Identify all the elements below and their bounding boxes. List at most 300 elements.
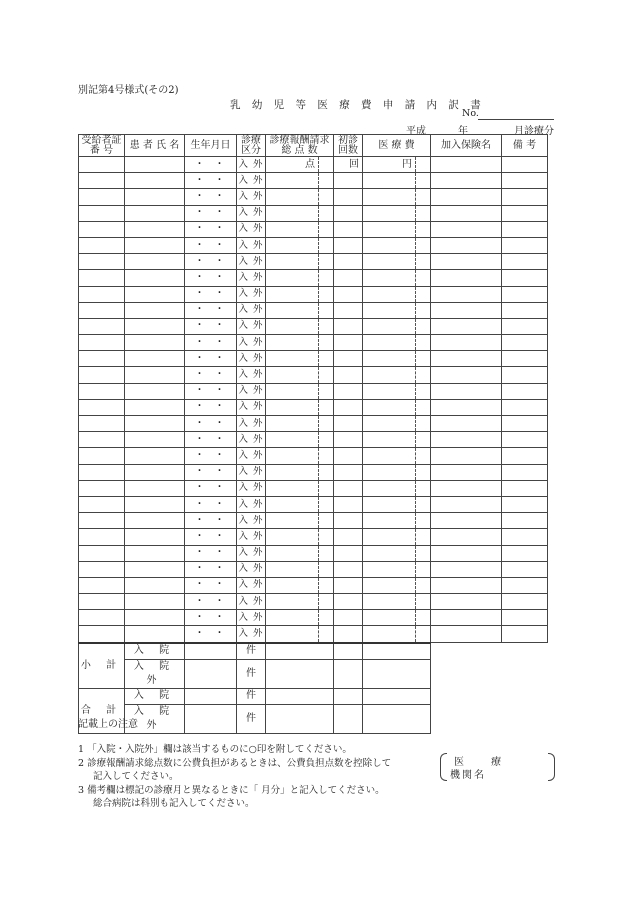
medical-fee-decimal-cell[interactable] — [416, 513, 431, 529]
insurance-name-cell[interactable] — [431, 237, 502, 253]
total-points-cell[interactable] — [266, 254, 319, 270]
total-points-decimal-cell[interactable] — [319, 448, 334, 464]
remarks-cell[interactable] — [502, 254, 548, 270]
care-category-cell[interactable]: 入 外 — [237, 480, 266, 496]
date-of-birth-cell[interactable]: ・・ — [185, 399, 237, 415]
patient-name-cell[interactable] — [125, 399, 185, 415]
patient-name-cell[interactable] — [125, 302, 185, 318]
remarks-cell[interactable] — [502, 157, 548, 173]
initial-visits-cell[interactable] — [334, 270, 363, 286]
insurance-name-cell[interactable] — [431, 286, 502, 302]
date-of-birth-cell[interactable]: ・・ — [185, 254, 237, 270]
medical-fee-decimal-cell[interactable] — [416, 157, 431, 173]
patient-name-cell[interactable] — [125, 270, 185, 286]
date-of-birth-cell[interactable]: ・・ — [185, 173, 237, 189]
date-of-birth-cell[interactable]: ・・ — [185, 237, 237, 253]
patient-name-cell[interactable] — [125, 610, 185, 626]
total-points-cell[interactable] — [266, 383, 319, 399]
initial-visits-cell[interactable] — [334, 626, 363, 643]
initial-visits-cell[interactable] — [334, 302, 363, 318]
recipient-number-cell[interactable] — [79, 367, 125, 383]
medical-fee-cell[interactable] — [363, 480, 416, 496]
total-points-decimal-cell[interactable] — [319, 545, 334, 561]
date-of-birth-cell[interactable]: ・・ — [185, 626, 237, 643]
insurance-name-cell[interactable] — [431, 205, 502, 221]
care-category-cell[interactable]: 入 外 — [237, 367, 266, 383]
recipient-number-cell[interactable] — [79, 594, 125, 610]
recipient-number-cell[interactable] — [79, 529, 125, 545]
insurance-name-cell[interactable] — [431, 594, 502, 610]
date-of-birth-cell[interactable]: ・・ — [185, 416, 237, 432]
date-of-birth-cell[interactable]: ・・ — [185, 270, 237, 286]
total-points-cell[interactable] — [266, 189, 319, 205]
total-points-cell[interactable] — [266, 318, 319, 334]
insurance-name-cell[interactable] — [431, 254, 502, 270]
medical-fee-decimal-cell[interactable] — [416, 594, 431, 610]
remarks-cell[interactable] — [502, 173, 548, 189]
subtotal-visits-cell[interactable] — [334, 643, 363, 660]
initial-visits-cell[interactable] — [334, 545, 363, 561]
total-points-cell[interactable] — [266, 416, 319, 432]
care-category-cell[interactable]: 入 外 — [237, 577, 266, 593]
care-category-cell[interactable]: 入 外 — [237, 399, 266, 415]
recipient-number-cell[interactable] — [79, 464, 125, 480]
total-points-decimal-cell[interactable] — [319, 626, 334, 643]
subtotal-count-cell[interactable]: 件 — [237, 659, 266, 688]
medical-fee-cell[interactable] — [363, 416, 416, 432]
medical-fee-cell[interactable] — [363, 448, 416, 464]
care-category-cell[interactable]: 入 外 — [237, 318, 266, 334]
total-points-cell[interactable] — [266, 399, 319, 415]
care-category-cell[interactable]: 入 外 — [237, 157, 266, 173]
care-category-cell[interactable]: 入 外 — [237, 351, 266, 367]
total-points-decimal-cell[interactable] — [319, 432, 334, 448]
grand-total-fee-cell[interactable] — [363, 688, 431, 704]
medical-fee-cell[interactable] — [363, 464, 416, 480]
medical-fee-decimal-cell[interactable] — [416, 270, 431, 286]
remarks-cell[interactable] — [502, 416, 548, 432]
patient-name-cell[interactable] — [125, 318, 185, 334]
care-category-cell[interactable]: 入 外 — [237, 286, 266, 302]
total-points-cell[interactable] — [266, 367, 319, 383]
care-category-cell[interactable]: 入 外 — [237, 383, 266, 399]
total-points-decimal-cell[interactable] — [319, 237, 334, 253]
recipient-number-cell[interactable] — [79, 448, 125, 464]
medical-fee-cell[interactable] — [363, 383, 416, 399]
remarks-cell[interactable] — [502, 351, 548, 367]
care-category-cell[interactable]: 入 外 — [237, 529, 266, 545]
number-field-line[interactable] — [478, 119, 554, 120]
medical-fee-cell[interactable] — [363, 513, 416, 529]
insurance-name-cell[interactable] — [431, 480, 502, 496]
recipient-number-cell[interactable] — [79, 351, 125, 367]
remarks-cell[interactable] — [502, 205, 548, 221]
total-points-cell[interactable] — [266, 496, 319, 512]
date-of-birth-cell[interactable]: ・・ — [185, 367, 237, 383]
remarks-cell[interactable] — [502, 561, 548, 577]
medical-fee-decimal-cell[interactable] — [416, 448, 431, 464]
recipient-number-cell[interactable] — [79, 173, 125, 189]
remarks-cell[interactable] — [502, 270, 548, 286]
recipient-number-cell[interactable] — [79, 157, 125, 173]
total-points-decimal-cell[interactable] — [319, 416, 334, 432]
initial-visits-cell[interactable] — [334, 335, 363, 351]
total-points-decimal-cell[interactable] — [319, 577, 334, 593]
patient-name-cell[interactable] — [125, 221, 185, 237]
date-of-birth-cell[interactable]: ・・ — [185, 286, 237, 302]
total-points-cell[interactable] — [266, 545, 319, 561]
medical-fee-decimal-cell[interactable] — [416, 302, 431, 318]
insurance-name-cell[interactable] — [431, 529, 502, 545]
remarks-cell[interactable] — [502, 221, 548, 237]
care-category-cell[interactable]: 入 外 — [237, 545, 266, 561]
medical-fee-decimal-cell[interactable] — [416, 480, 431, 496]
initial-visits-cell[interactable] — [334, 464, 363, 480]
subtotal-count-cell[interactable]: 件 — [237, 643, 266, 660]
total-points-decimal-cell[interactable] — [319, 335, 334, 351]
patient-name-cell[interactable] — [125, 383, 185, 399]
total-points-cell[interactable] — [266, 270, 319, 286]
total-points-cell[interactable] — [266, 480, 319, 496]
remarks-cell[interactable] — [502, 335, 548, 351]
total-points-decimal-cell[interactable] — [319, 496, 334, 512]
insurance-name-cell[interactable] — [431, 626, 502, 643]
medical-fee-cell[interactable] — [363, 594, 416, 610]
medical-fee-cell[interactable] — [363, 545, 416, 561]
remarks-cell[interactable] — [502, 529, 548, 545]
subtotal-points-cell[interactable] — [266, 643, 334, 660]
initial-visits-cell[interactable] — [334, 496, 363, 512]
medical-fee-cell[interactable] — [363, 335, 416, 351]
total-points-decimal-cell[interactable] — [319, 367, 334, 383]
date-of-birth-cell[interactable]: ・・ — [185, 464, 237, 480]
total-points-decimal-cell[interactable] — [319, 513, 334, 529]
total-points-decimal-cell[interactable] — [319, 383, 334, 399]
total-points-decimal-cell[interactable] — [319, 610, 334, 626]
total-points-cell[interactable] — [266, 286, 319, 302]
medical-fee-cell[interactable] — [363, 221, 416, 237]
medical-fee-decimal-cell[interactable] — [416, 286, 431, 302]
medical-fee-cell[interactable] — [363, 189, 416, 205]
insurance-name-cell[interactable] — [431, 270, 502, 286]
total-points-cell[interactable] — [266, 237, 319, 253]
medical-fee-decimal-cell[interactable] — [416, 318, 431, 334]
total-points-decimal-cell[interactable] — [319, 480, 334, 496]
total-points-decimal-cell[interactable] — [319, 464, 334, 480]
total-points-decimal-cell[interactable] — [319, 561, 334, 577]
total-points-decimal-cell[interactable] — [319, 173, 334, 189]
medical-fee-cell[interactable] — [363, 351, 416, 367]
subtotal-fee-cell[interactable] — [363, 659, 431, 688]
recipient-number-cell[interactable] — [79, 416, 125, 432]
care-category-cell[interactable]: 入 外 — [237, 205, 266, 221]
patient-name-cell[interactable] — [125, 335, 185, 351]
date-of-birth-cell[interactable]: ・・ — [185, 157, 237, 173]
initial-visits-cell[interactable] — [334, 221, 363, 237]
care-category-cell[interactable]: 入 外 — [237, 496, 266, 512]
remarks-cell[interactable] — [502, 286, 548, 302]
medical-fee-cell[interactable]: 円 — [363, 157, 416, 173]
total-points-cell[interactable] — [266, 221, 319, 237]
patient-name-cell[interactable] — [125, 432, 185, 448]
recipient-number-cell[interactable] — [79, 254, 125, 270]
patient-name-cell[interactable] — [125, 351, 185, 367]
insurance-name-cell[interactable] — [431, 464, 502, 480]
initial-visits-cell[interactable] — [334, 254, 363, 270]
remarks-cell[interactable] — [502, 318, 548, 334]
total-points-decimal-cell[interactable] — [319, 318, 334, 334]
date-of-birth-cell[interactable]: ・・ — [185, 594, 237, 610]
initial-visits-cell[interactable]: 回 — [334, 157, 363, 173]
care-category-cell[interactable]: 入 外 — [237, 610, 266, 626]
recipient-number-cell[interactable] — [79, 383, 125, 399]
insurance-name-cell[interactable] — [431, 335, 502, 351]
care-category-cell[interactable]: 入 外 — [237, 626, 266, 643]
date-of-birth-cell[interactable]: ・・ — [185, 610, 237, 626]
total-points-cell[interactable] — [266, 173, 319, 189]
insurance-name-cell[interactable] — [431, 416, 502, 432]
insurance-name-cell[interactable] — [431, 545, 502, 561]
remarks-cell[interactable] — [502, 496, 548, 512]
total-points-cell[interactable] — [266, 205, 319, 221]
care-category-cell[interactable]: 入 外 — [237, 432, 266, 448]
total-points-decimal-cell[interactable] — [319, 221, 334, 237]
remarks-cell[interactable] — [502, 237, 548, 253]
date-of-birth-cell[interactable]: ・・ — [185, 561, 237, 577]
insurance-name-cell[interactable] — [431, 318, 502, 334]
medical-fee-decimal-cell[interactable] — [416, 432, 431, 448]
insurance-name-cell[interactable] — [431, 221, 502, 237]
care-category-cell[interactable]: 入 外 — [237, 416, 266, 432]
patient-name-cell[interactable] — [125, 513, 185, 529]
date-of-birth-cell[interactable]: ・・ — [185, 545, 237, 561]
medical-fee-cell[interactable] — [363, 237, 416, 253]
date-of-birth-cell[interactable]: ・・ — [185, 351, 237, 367]
patient-name-cell[interactable] — [125, 448, 185, 464]
date-of-birth-cell[interactable]: ・・ — [185, 189, 237, 205]
total-points-cell[interactable] — [266, 464, 319, 480]
initial-visits-cell[interactable] — [334, 189, 363, 205]
total-points-decimal-cell[interactable] — [319, 189, 334, 205]
medical-fee-decimal-cell[interactable] — [416, 626, 431, 643]
patient-name-cell[interactable] — [125, 416, 185, 432]
care-category-cell[interactable]: 入 外 — [237, 237, 266, 253]
medical-fee-cell[interactable] — [363, 286, 416, 302]
total-points-cell[interactable] — [266, 351, 319, 367]
total-points-cell[interactable] — [266, 610, 319, 626]
insurance-name-cell[interactable] — [431, 513, 502, 529]
recipient-number-cell[interactable] — [79, 318, 125, 334]
patient-name-cell[interactable] — [125, 205, 185, 221]
insurance-name-cell[interactable] — [431, 367, 502, 383]
total-points-cell[interactable] — [266, 302, 319, 318]
patient-name-cell[interactable] — [125, 594, 185, 610]
recipient-number-cell[interactable] — [79, 270, 125, 286]
patient-name-cell[interactable] — [125, 626, 185, 643]
remarks-cell[interactable] — [502, 189, 548, 205]
medical-fee-cell[interactable] — [363, 561, 416, 577]
total-points-cell[interactable] — [266, 513, 319, 529]
recipient-number-cell[interactable] — [79, 432, 125, 448]
initial-visits-cell[interactable] — [334, 448, 363, 464]
date-of-birth-cell[interactable]: ・・ — [185, 496, 237, 512]
total-points-cell[interactable] — [266, 448, 319, 464]
care-category-cell[interactable]: 入 外 — [237, 335, 266, 351]
care-category-cell[interactable]: 入 外 — [237, 594, 266, 610]
medical-fee-decimal-cell[interactable] — [416, 221, 431, 237]
total-points-cell[interactable] — [266, 432, 319, 448]
medical-fee-cell[interactable] — [363, 205, 416, 221]
subtotal-points-cell[interactable] — [266, 659, 334, 688]
insurance-name-cell[interactable] — [431, 351, 502, 367]
medical-fee-decimal-cell[interactable] — [416, 367, 431, 383]
recipient-number-cell[interactable] — [79, 496, 125, 512]
care-category-cell[interactable]: 入 外 — [237, 464, 266, 480]
medical-fee-cell[interactable] — [363, 367, 416, 383]
medical-fee-cell[interactable] — [363, 318, 416, 334]
recipient-number-cell[interactable] — [79, 399, 125, 415]
medical-fee-decimal-cell[interactable] — [416, 351, 431, 367]
total-points-decimal-cell[interactable] — [319, 399, 334, 415]
grand-total-visits-cell[interactable] — [334, 705, 363, 734]
recipient-number-cell[interactable] — [79, 610, 125, 626]
initial-visits-cell[interactable] — [334, 610, 363, 626]
insurance-name-cell[interactable] — [431, 432, 502, 448]
initial-visits-cell[interactable] — [334, 577, 363, 593]
remarks-cell[interactable] — [502, 399, 548, 415]
remarks-cell[interactable] — [502, 448, 548, 464]
remarks-cell[interactable] — [502, 545, 548, 561]
patient-name-cell[interactable] — [125, 237, 185, 253]
medical-fee-cell[interactable] — [363, 577, 416, 593]
date-of-birth-cell[interactable]: ・・ — [185, 577, 237, 593]
patient-name-cell[interactable] — [125, 480, 185, 496]
care-category-cell[interactable]: 入 外 — [237, 173, 266, 189]
medical-fee-decimal-cell[interactable] — [416, 254, 431, 270]
recipient-number-cell[interactable] — [79, 221, 125, 237]
medical-fee-decimal-cell[interactable] — [416, 464, 431, 480]
medical-institution-name-field[interactable] — [440, 753, 555, 781]
medical-fee-decimal-cell[interactable] — [416, 383, 431, 399]
total-points-decimal-cell[interactable] — [319, 205, 334, 221]
insurance-name-cell[interactable] — [431, 157, 502, 173]
date-of-birth-cell[interactable]: ・・ — [185, 205, 237, 221]
care-category-cell[interactable]: 入 外 — [237, 270, 266, 286]
initial-visits-cell[interactable] — [334, 205, 363, 221]
date-of-birth-cell[interactable]: ・・ — [185, 318, 237, 334]
total-points-decimal-cell[interactable] — [319, 286, 334, 302]
recipient-number-cell[interactable] — [79, 480, 125, 496]
recipient-number-cell[interactable] — [79, 189, 125, 205]
total-points-decimal-cell[interactable] — [319, 302, 334, 318]
medical-fee-cell[interactable] — [363, 610, 416, 626]
patient-name-cell[interactable] — [125, 189, 185, 205]
patient-name-cell[interactable] — [125, 577, 185, 593]
insurance-name-cell[interactable] — [431, 610, 502, 626]
patient-name-cell[interactable] — [125, 496, 185, 512]
grand-total-points-cell[interactable] — [266, 705, 334, 734]
grand-total-visits-cell[interactable] — [334, 688, 363, 704]
recipient-number-cell[interactable] — [79, 286, 125, 302]
recipient-number-cell[interactable] — [79, 302, 125, 318]
recipient-number-cell[interactable] — [79, 335, 125, 351]
initial-visits-cell[interactable] — [334, 318, 363, 334]
patient-name-cell[interactable] — [125, 254, 185, 270]
care-category-cell[interactable]: 入 外 — [237, 513, 266, 529]
total-points-cell[interactable] — [266, 577, 319, 593]
patient-name-cell[interactable] — [125, 464, 185, 480]
initial-visits-cell[interactable] — [334, 594, 363, 610]
initial-visits-cell[interactable] — [334, 237, 363, 253]
total-points-cell[interactable]: 点 — [266, 157, 319, 173]
date-of-birth-cell[interactable]: ・・ — [185, 335, 237, 351]
initial-visits-cell[interactable] — [334, 513, 363, 529]
total-points-cell[interactable] — [266, 561, 319, 577]
medical-fee-cell[interactable] — [363, 529, 416, 545]
initial-visits-cell[interactable] — [334, 351, 363, 367]
date-of-birth-cell[interactable]: ・・ — [185, 529, 237, 545]
patient-name-cell[interactable] — [125, 157, 185, 173]
medical-fee-decimal-cell[interactable] — [416, 545, 431, 561]
remarks-cell[interactable] — [502, 513, 548, 529]
care-category-cell[interactable]: 入 外 — [237, 221, 266, 237]
total-points-decimal-cell[interactable] — [319, 254, 334, 270]
total-points-cell[interactable] — [266, 335, 319, 351]
insurance-name-cell[interactable] — [431, 561, 502, 577]
grand-total-count-cell[interactable]: 件 — [237, 688, 266, 704]
medical-fee-decimal-cell[interactable] — [416, 189, 431, 205]
medical-fee-cell[interactable] — [363, 626, 416, 643]
grand-total-count-cell[interactable]: 件 — [237, 705, 266, 734]
remarks-cell[interactable] — [502, 594, 548, 610]
initial-visits-cell[interactable] — [334, 367, 363, 383]
care-category-cell[interactable]: 入 外 — [237, 561, 266, 577]
medical-fee-cell[interactable] — [363, 399, 416, 415]
patient-name-cell[interactable] — [125, 367, 185, 383]
insurance-name-cell[interactable] — [431, 173, 502, 189]
medical-fee-decimal-cell[interactable] — [416, 205, 431, 221]
medical-fee-cell[interactable] — [363, 270, 416, 286]
remarks-cell[interactable] — [502, 432, 548, 448]
patient-name-cell[interactable] — [125, 173, 185, 189]
patient-name-cell[interactable] — [125, 545, 185, 561]
remarks-cell[interactable] — [502, 383, 548, 399]
care-category-cell[interactable]: 入 外 — [237, 448, 266, 464]
recipient-number-cell[interactable] — [79, 513, 125, 529]
medical-fee-decimal-cell[interactable] — [416, 496, 431, 512]
date-of-birth-cell[interactable]: ・・ — [185, 302, 237, 318]
initial-visits-cell[interactable] — [334, 173, 363, 189]
medical-fee-cell[interactable] — [363, 302, 416, 318]
medical-fee-decimal-cell[interactable] — [416, 173, 431, 189]
care-category-cell[interactable]: 入 外 — [237, 189, 266, 205]
medical-fee-cell[interactable] — [363, 173, 416, 189]
medical-fee-decimal-cell[interactable] — [416, 399, 431, 415]
insurance-name-cell[interactable] — [431, 448, 502, 464]
patient-name-cell[interactable] — [125, 286, 185, 302]
total-points-decimal-cell[interactable] — [319, 157, 334, 173]
initial-visits-cell[interactable] — [334, 399, 363, 415]
medical-fee-decimal-cell[interactable] — [416, 335, 431, 351]
medical-fee-decimal-cell[interactable] — [416, 237, 431, 253]
medical-fee-decimal-cell[interactable] — [416, 561, 431, 577]
initial-visits-cell[interactable] — [334, 416, 363, 432]
care-category-cell[interactable]: 入 外 — [237, 302, 266, 318]
recipient-number-cell[interactable] — [79, 561, 125, 577]
recipient-number-cell[interactable] — [79, 237, 125, 253]
medical-fee-decimal-cell[interactable] — [416, 416, 431, 432]
medical-fee-decimal-cell[interactable] — [416, 610, 431, 626]
